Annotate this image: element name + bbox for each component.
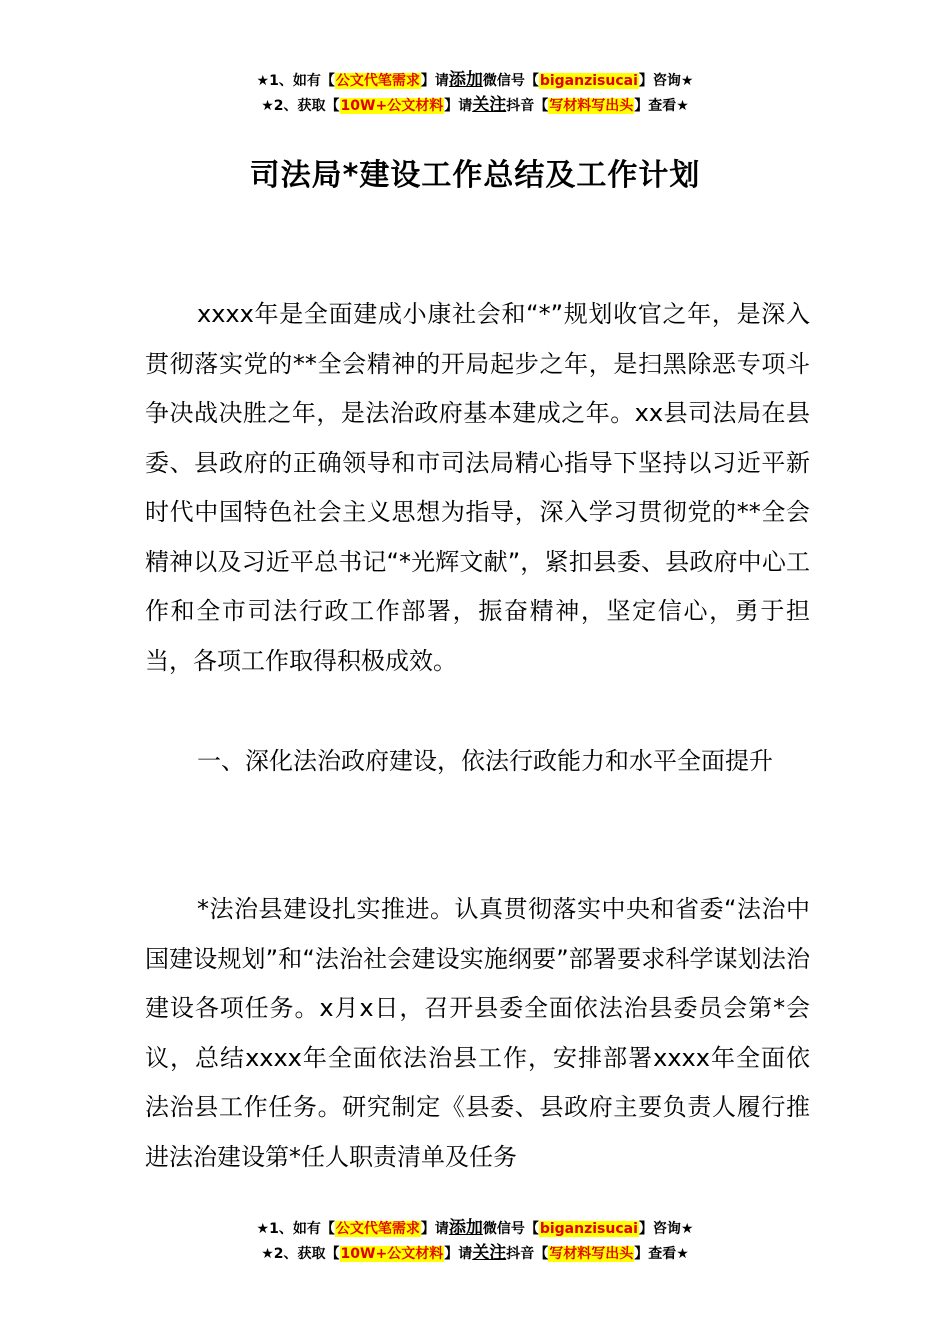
header-banner [0, 68, 950, 118]
banner-line-1 [0, 68, 950, 93]
banner-highlight: 公文代笔需求 [335, 73, 420, 89]
paragraph-section-1: *法治县建设扎实推进。认真贯彻落实中央和省委“法治中国建设规划”和“法治社会建设实施纲要”部署要求科学谋划法治建设各项任务。x月x日，召开县委全面依法治县委员会第*会议，总结xxxx年全面依法治县工作，安排部署xxxx年全面依法治县工作任务。研究制定《县委、县政府主要负责人履行推进法治建设第*任人职责清单及任务 [145, 895, 810, 1171]
banner-text: 】咨询★ [638, 73, 694, 89]
banner-wechat-id: biganzisucai [539, 73, 638, 89]
banner-douyin-id: 写材料写出头 [549, 1246, 634, 1262]
document-title: 司法局*建设工作总结及工作计划 [249, 158, 701, 193]
star-icon: ★ [256, 1221, 270, 1237]
banner-text: 微信号【 [482, 73, 539, 89]
banner-emphasis: 添加 [448, 1218, 483, 1238]
star-icon: ★ [261, 1246, 274, 1262]
banner-text: 】查看★ [634, 1246, 689, 1262]
banner-text: 】请 [420, 1221, 449, 1237]
banner-text: 】请 [444, 98, 473, 114]
paragraph-intro: xxxx年是全面建成小康社会和“*”规划收官之年，是深入贯彻落实党的**全会精神的开局起步之年，是扫黑除恶专项斗争决战决胜之年，是法治政府基本建成之年。xx县司法局在县委、县政府的正确领导和市司法局精心指导下坚持以习近平新时代中国特色社会主义思想为指导，深入学习贯彻党的**全会精神以及习近平总书记“*光辉文献”，紧扣县委、县政府中心工作和全市司法行政工作部署，振奋精神，坚定信心，勇于担当，各项工作取得积极成效。 [145, 300, 810, 675]
banner-line-2 [0, 93, 950, 118]
banner-text: 】咨询★ [638, 1221, 694, 1237]
banner-highlight: 10W+公文材料 [340, 1246, 444, 1262]
banner-line-2 [0, 1241, 950, 1266]
star-icon: ★ [256, 73, 270, 89]
section-heading-1: 一、深化法治政府建设，依法行政能力和水平全面提升 [197, 747, 773, 775]
banner-douyin-id: 写材料写出头 [549, 98, 634, 114]
star-icon: ★ [261, 98, 274, 114]
banner-emphasis: 关注 [472, 1243, 507, 1263]
banner-text: 抖音【 [506, 1246, 549, 1262]
banner-highlight: 10W+公文材料 [340, 98, 444, 114]
banner-text: 】查看★ [634, 98, 689, 114]
banner-wechat-id: biganzisucai [539, 1221, 638, 1237]
banner-text: 】请 [444, 1246, 473, 1262]
banner-text: 1、如有【 [269, 73, 335, 89]
banner-line-1 [0, 1216, 950, 1241]
banner-emphasis: 关注 [472, 95, 507, 115]
banner-text: 】请 [420, 73, 449, 89]
banner-text: 2、获取【 [273, 1246, 340, 1262]
banner-text: 2、获取【 [273, 98, 340, 114]
banner-text: 抖音【 [506, 98, 549, 114]
footer-banner [0, 1216, 950, 1266]
banner-emphasis: 添加 [448, 70, 483, 90]
banner-highlight: 公文代笔需求 [335, 1221, 420, 1237]
banner-text: 微信号【 [482, 1221, 539, 1237]
banner-text: 1、如有【 [269, 1221, 335, 1237]
